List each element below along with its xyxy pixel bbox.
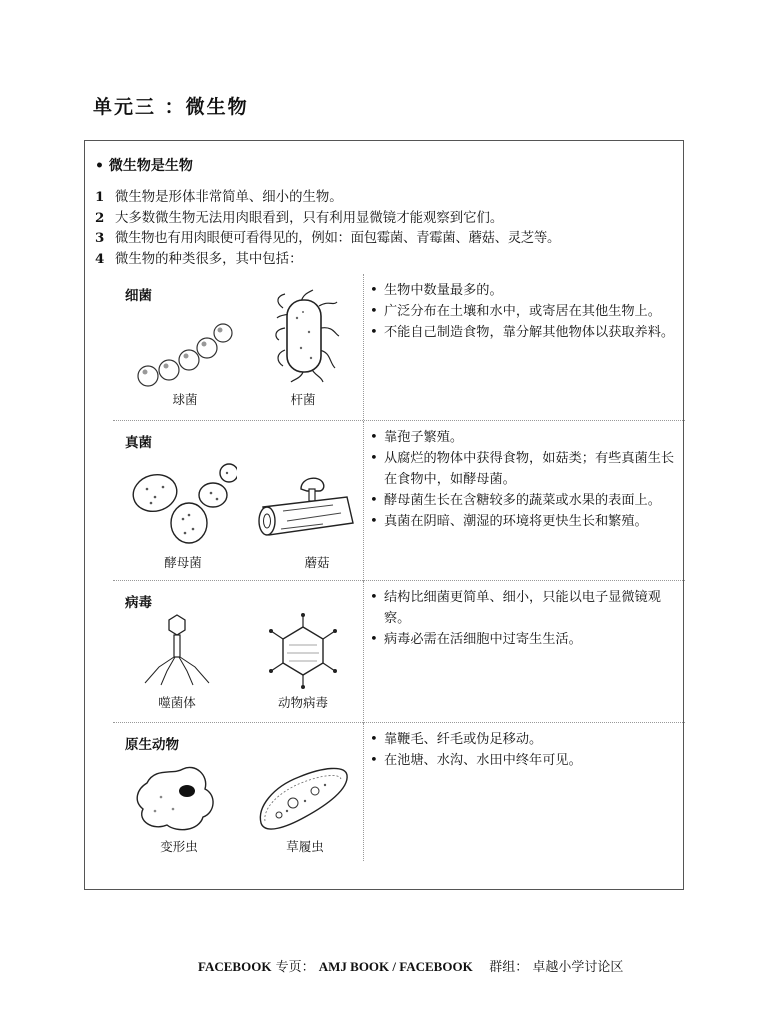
caption: 球菌	[172, 392, 198, 407]
category-label: 病毒	[125, 595, 152, 611]
caption: 杆菌	[290, 392, 316, 407]
intro-item: 3 微生物也有用肉眼便可看得见的，例如：面包霉菌、青霉菌、蘑菇、灵芝等。	[95, 230, 561, 246]
footer-group-label: 群组：	[489, 960, 529, 975]
caption: 变形虫	[160, 839, 198, 854]
caption: 动物病毒	[277, 695, 328, 710]
intro-list	[95, 187, 680, 269]
fact-item: • 靠孢子繁殖。	[368, 427, 678, 448]
animal-virus-illustration	[263, 611, 343, 691]
section-heading: • 微生物是生物	[95, 158, 193, 174]
category-label: 真菌	[125, 435, 152, 451]
category-label: 原生动物	[125, 737, 179, 753]
caption: 蘑菇	[304, 555, 330, 570]
yeast-illustration	[127, 459, 237, 549]
intro-item: 1 微生物是形体非常简单、细小的生物。	[95, 189, 343, 205]
intro-item: 4 微生物的种类很多，其中包括：	[95, 250, 303, 267]
fact-item: • 从腐烂的物体中获得食物，如菇类；有些真菌生长在食物中，如酵母菌。	[368, 448, 678, 490]
caption: 噬菌体	[158, 695, 196, 710]
row-protozoa	[113, 722, 685, 861]
fact-item: • 真菌在阴暗、潮湿的环境将更快生长和繁殖。	[368, 511, 678, 532]
fact-item: • 结构比细菌更简单、细小，只能以电子显微镜观察。	[368, 587, 678, 629]
footer-fb-label: FACEBOOK	[198, 959, 272, 974]
fact-item: • 广泛分布在土壤和水中，或寄居在其他生物上。	[368, 301, 678, 322]
row-bacteria	[113, 274, 685, 420]
fact-item: • 靠鞭毛、纤毛或伪足移动。	[368, 729, 678, 750]
content-box	[84, 140, 684, 890]
caption: 草履虫	[286, 839, 324, 854]
footer-page-name: AMJ BOOK / FACEBOOK	[318, 959, 473, 974]
fact-item: • 在池塘、水沟、水田中终年可见。	[368, 750, 678, 771]
row-fungi	[113, 420, 685, 581]
mushroom-log-illustration	[253, 467, 363, 547]
page-title: 单元三 ：微生物	[93, 96, 249, 118]
intro-item: 2 大多数微生物无法用肉眼看到，只有利用显微镜才能观察到它们。	[95, 209, 504, 226]
footer	[198, 956, 623, 975]
category-label: 细菌	[125, 288, 152, 304]
row-virus	[113, 580, 685, 723]
cocci-illustration	[133, 319, 233, 394]
fact-item: • 不能自己制造食物，靠分解其他物体以获取养料。	[368, 322, 678, 343]
caption: 酵母菌	[164, 555, 202, 570]
footer-group-name: 卓越小学讨论区	[532, 960, 624, 975]
paramecium-illustration	[253, 761, 353, 836]
fact-item: • 生物中数量最多的。	[368, 280, 678, 301]
footer-page-label: 专页：	[275, 960, 315, 975]
bacillus-illustration	[273, 288, 343, 383]
bacteriophage-illustration	[137, 611, 217, 691]
fact-item: • 酵母菌生长在含糖较多的蔬菜或水果的表面上。	[368, 490, 678, 511]
amoeba-illustration	[133, 761, 223, 836]
fact-item: • 病毒必需在活细胞中过寄生生活。	[368, 629, 678, 650]
